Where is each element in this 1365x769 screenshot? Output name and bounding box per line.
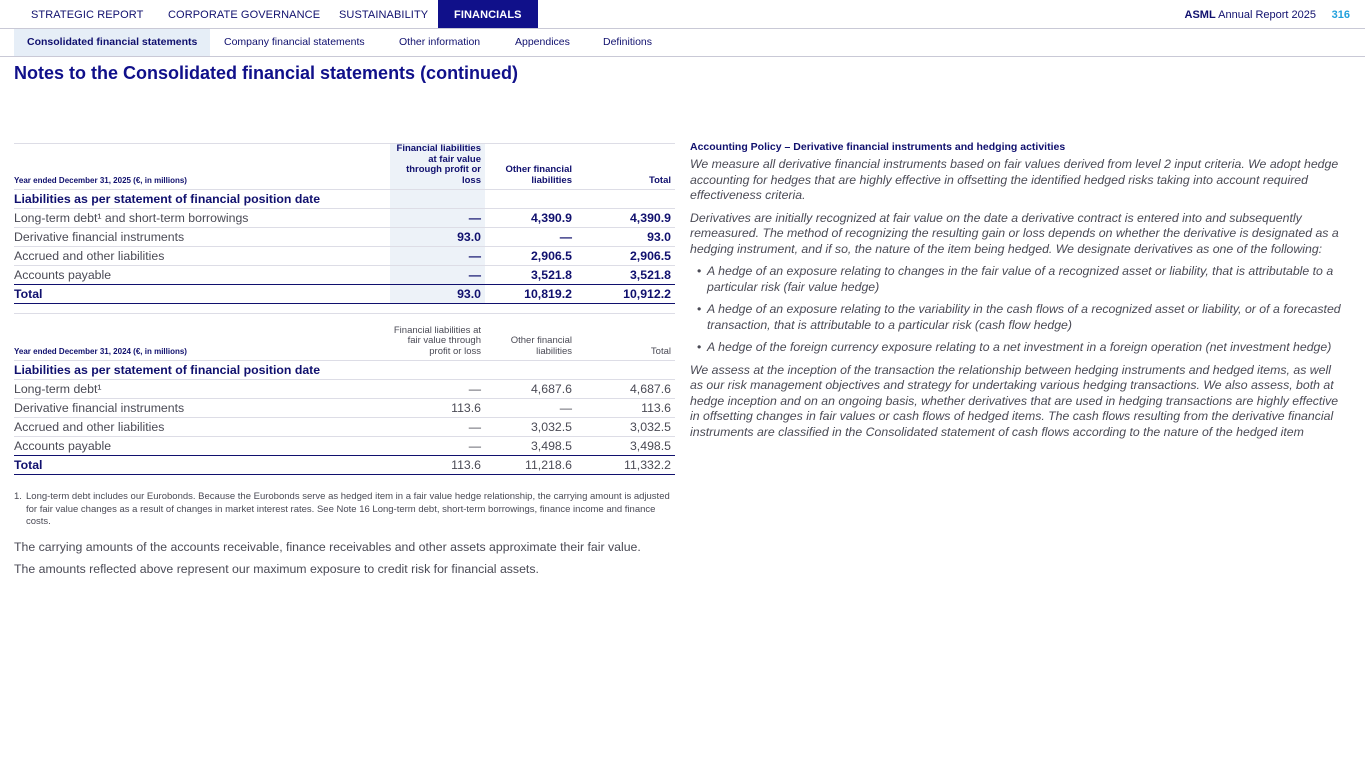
list-item [690, 264, 1346, 295]
brand-report-title: Annual Report 2025 [1215, 9, 1316, 21]
table-cell: 3,032.5 [576, 418, 675, 437]
tab-sustainability[interactable]: SUSTAINABILITY [339, 9, 429, 21]
table-cell: 113.6 [390, 399, 485, 418]
list-item-text: A hedge of an exposure relating to the variability in the cash flows of a recognized asset or liability, or of a forecasted transaction, that is attributable to a particular risk (cash flow hedge) [707, 302, 1341, 332]
footnote-number: 1. [14, 491, 22, 502]
table-cell: 2,906.5 [485, 247, 576, 266]
table-header-row [14, 144, 675, 190]
tab-corporate-governance[interactable]: CORPORATE GOVERNANCE [168, 9, 321, 21]
subnav-appendices[interactable]: Appendices [515, 36, 570, 48]
liabilities-table-2025 [14, 143, 675, 304]
table-cell [576, 190, 675, 209]
table-cell: 3,032.5 [485, 418, 576, 437]
row-label: Derivative financial instruments [14, 228, 390, 247]
list-item-text: A hedge of an exposure relating to changes in the fair value of a recognized asset or liability, that is attributable to a particular risk (fair value hedge) [707, 264, 1334, 294]
row-label: Total [14, 456, 390, 475]
table-cell: 10,819.2 [485, 285, 576, 304]
list-item-text: A hedge of the foreign currency exposure relating to a net investment in a foreign operation (net investment hedge) [707, 340, 1332, 354]
table-cell: 4,687.6 [576, 380, 675, 399]
section-label: Liabilities as per statement of financial position date [14, 361, 390, 380]
accounting-policy-heading: Accounting Policy – Derivative financial instruments and hedging activities [690, 141, 1066, 153]
row-label: Accounts payable [14, 266, 390, 285]
policy-paragraph: We assess at the inception of the transaction the relationship between hedging instruments and hedged items, as well as our risk management objectives and strategy for undertaking various hedging transactions. We also assess, both at hedge inception and on an ongoing basis, whether derivatives that are used in hedging transactions are highly effective in offsetting changes in fair values or cash flows of hedged items. The cash flows resulting from the derivative financial instruments are classified in the Consolidated statement of cash flows according to the nature of the hedged item [690, 362, 1339, 439]
column-header-other: Other financial liabilities [485, 144, 576, 190]
hedge-types-list [690, 264, 1346, 356]
table-cell: — [390, 437, 485, 456]
row-label: Long-term debt¹ and short-term borrowings [14, 209, 390, 228]
bullet-icon: • [697, 302, 702, 316]
table-row [14, 399, 675, 418]
table-cell: 11,332.2 [576, 456, 675, 475]
row-label: Derivative financial instruments [14, 399, 390, 418]
footnote-text: Long-term debt includes our Eurobonds. Because the Eurobonds serve as hedged item in a fair value hedge relationship, the carrying amount is adjusted for fair value changes as a result of changes in market interest rates. See Note 16 Long-term debt, short-term borrowings, finance income and finance costs. [26, 491, 670, 527]
table-row [14, 209, 675, 228]
tab-financials[interactable]: FINANCIALS [438, 0, 538, 28]
table-cell: — [485, 399, 576, 418]
table-cell: 4,390.9 [576, 209, 675, 228]
list-item [690, 340, 1346, 356]
table-total-row [14, 285, 675, 304]
table-row [14, 228, 675, 247]
table-cell: 3,498.5 [485, 437, 576, 456]
accounting-policy-section [690, 141, 1346, 447]
tab-strategic-report[interactable]: STRATEGIC REPORT [31, 9, 144, 21]
table-cell: 113.6 [390, 456, 485, 475]
top-navigation [0, 0, 1365, 29]
table-cell: 11,218.6 [485, 456, 576, 475]
table-cell [485, 361, 576, 380]
table-header-label: Year ended December 31, 2024 (€, in millions) [14, 314, 390, 361]
bullet-icon: • [697, 340, 702, 354]
table-row [14, 247, 675, 266]
table-cell: — [390, 247, 485, 266]
table-section-row [14, 361, 675, 380]
table-cell: 10,912.2 [576, 285, 675, 304]
subnav-company-financial-statements[interactable]: Company financial statements [224, 36, 365, 48]
table-cell [576, 361, 675, 380]
column-header-total: Total [576, 314, 675, 361]
column-header-fvtpl: Financial liabilities at fair value through profit or loss [390, 314, 485, 361]
liabilities-table-2024 [14, 313, 675, 475]
table-cell: 93.0 [390, 285, 485, 304]
table-cell: 3,498.5 [576, 437, 675, 456]
table-cell [390, 361, 485, 380]
column-header-fvtpl: Financial liabilities at fair value through profit or loss [390, 144, 485, 190]
sub-navigation [0, 29, 1365, 57]
table-cell: 93.0 [390, 228, 485, 247]
table-cell: — [485, 228, 576, 247]
table-cell: 4,390.9 [485, 209, 576, 228]
table-cell: — [390, 209, 485, 228]
table-cell: 2,906.5 [576, 247, 675, 266]
table-header-row [14, 314, 675, 361]
table-cell: — [390, 418, 485, 437]
subnav-other-information[interactable]: Other information [399, 36, 481, 48]
credit-risk-paragraph: The amounts reflected above represent our maximum exposure to credit risk for financial assets. [14, 562, 539, 576]
policy-paragraph: We measure all derivative financial instruments based on fair values derived from level 2 input criteria. We adopt hedge accounting for hedges that are highly effective in offsetting the identified hedged risks taking into account required effectiveness criteria. [690, 157, 1339, 202]
table-cell: 3,521.8 [576, 266, 675, 285]
row-label: Total [14, 285, 390, 304]
footnote [14, 491, 674, 529]
list-item [690, 302, 1346, 333]
row-label: Accounts payable [14, 437, 390, 456]
fair-value-paragraph: The carrying amounts of the accounts receivable, finance receivables and other assets approximate their fair value. [14, 540, 641, 554]
policy-paragraph: Derivatives are initially recognized at fair value on the date a derivative contract is entered into and subsequently remeasured. The method of recognizing the resulting gain or loss depends on whether the derivative is designated as a hedging instrument, and if so, the nature of the item being hedged. We designate derivatives as one of the following: [690, 210, 1339, 256]
page-title: Notes to the Consolidated financial statements (continued) [14, 63, 519, 83]
table-row [14, 437, 675, 456]
table-cell: 93.0 [576, 228, 675, 247]
table-row [14, 380, 675, 399]
column-header-total: Total [576, 144, 675, 190]
table-cell: — [390, 380, 485, 399]
table-total-row [14, 456, 675, 475]
report-brand [1185, 0, 1316, 28]
bullet-icon: • [697, 264, 702, 278]
table-cell [390, 190, 485, 209]
table-header-label: Year ended December 31, 2025 (€, in millions) [14, 144, 390, 190]
page-number: 316 [1331, 9, 1350, 21]
table-cell: 113.6 [576, 399, 675, 418]
brand-name: ASML [1184, 9, 1216, 21]
column-header-other: Other financial liabilities [485, 314, 576, 361]
table-cell: 3,521.8 [485, 266, 576, 285]
table-cell: — [390, 266, 485, 285]
row-label: Accrued and other liabilities [14, 418, 390, 437]
table-cell [485, 190, 576, 209]
table-section-row [14, 190, 675, 209]
table-row [14, 266, 675, 285]
table-row [14, 418, 675, 437]
section-label: Liabilities as per statement of financial position date [14, 190, 390, 209]
subnav-consolidated-financial-statements[interactable]: Consolidated financial statements [14, 29, 210, 56]
row-label: Accrued and other liabilities [14, 247, 390, 266]
subnav-definitions[interactable]: Definitions [603, 36, 653, 48]
table-cell: 4,687.6 [485, 380, 576, 399]
row-label: Long-term debt¹ [14, 380, 390, 399]
